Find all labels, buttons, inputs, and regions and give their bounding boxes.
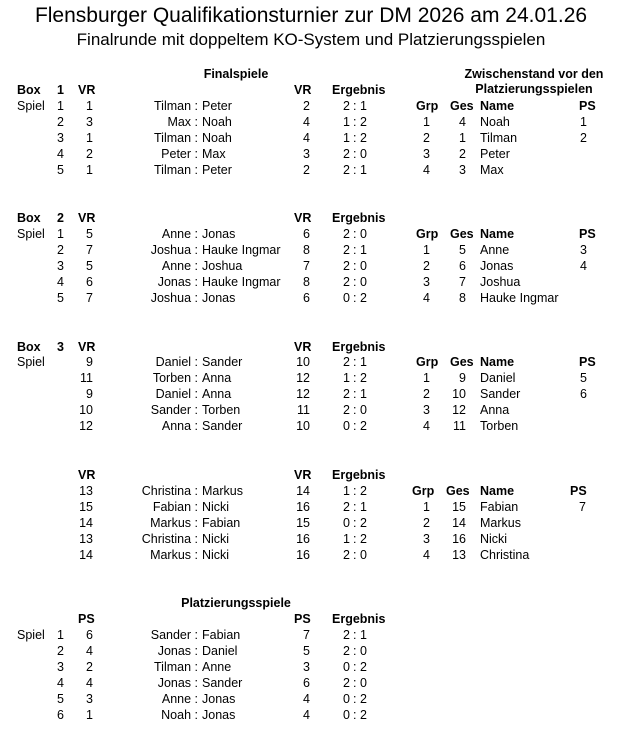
match-player-1: Sander : (150, 403, 198, 417)
match-player-2: Jonas (202, 291, 236, 305)
match-score-1: 2 (343, 644, 350, 658)
vr-header-right: VR (294, 211, 312, 225)
match-score-2: : 0 (353, 227, 367, 241)
standing-name: Tilman (480, 131, 518, 145)
match-score-1: 2 (343, 355, 350, 369)
match-player-2: Torben (202, 403, 241, 417)
match-player-2: Anna (202, 387, 232, 401)
match-player-1: Jonas : (157, 644, 198, 658)
ergebnis-header: Ergebnis (332, 468, 386, 482)
standing-ges: 3 (459, 163, 466, 177)
standing-ges: 7 (459, 275, 466, 289)
match-player-2: Jonas (202, 227, 236, 241)
match-vr-right: 3 (303, 147, 310, 161)
match-vr-left: 9 (86, 355, 93, 369)
standings-header-grp: Grp (412, 484, 435, 498)
match-player-2: Peter (202, 163, 232, 177)
match-player-1: Tilman : (154, 163, 198, 177)
standing-ges: 16 (452, 532, 466, 546)
match-vr-right: 8 (303, 243, 310, 257)
match-player-2: Joshua (202, 259, 243, 273)
standing-grp: 1 (423, 243, 430, 257)
match-player-2: Markus (202, 484, 243, 498)
match-vr-left: 10 (79, 403, 93, 417)
match-vr-left: 2 (86, 147, 93, 161)
match-player-2: Hauke Ingmar (202, 243, 281, 257)
match-vr-left: 4 (86, 644, 93, 658)
match-player-1: Joshua : (150, 291, 198, 305)
match-number: 1 (57, 628, 64, 642)
match-score-1: 2 (343, 628, 350, 642)
match-score-2: : 0 (353, 275, 367, 289)
vr-header: PS (78, 612, 95, 626)
vr-header: VR (78, 211, 96, 225)
page-subtitle: Finalrunde mit doppeltem KO-System und Platzierungsspielen (76, 30, 546, 49)
ergebnis-header: Ergebnis (332, 612, 386, 626)
standing-ps: 7 (579, 500, 586, 514)
standing-ps: 5 (580, 371, 587, 385)
match-score-1: 1 (343, 532, 350, 546)
match-vr-right: 6 (303, 676, 310, 690)
match-player-2: Max (202, 147, 226, 161)
match-score-1: 1 (343, 115, 350, 129)
match-score-1: 2 (343, 99, 350, 113)
standing-ps: 6 (580, 387, 587, 401)
match-score-2: : 2 (353, 419, 367, 433)
match-score-2: : 0 (353, 548, 367, 562)
match-score-2: : 1 (353, 628, 367, 642)
match-score-1: 0 (343, 660, 350, 674)
standing-ges: 14 (452, 516, 466, 530)
match-score-2: : 2 (353, 532, 367, 546)
match-vr-left: 4 (86, 676, 93, 690)
standing-grp: 2 (423, 516, 430, 530)
standing-ps: 3 (580, 243, 587, 257)
match-number: 5 (57, 163, 64, 177)
match-player-1: Anne : (161, 259, 198, 273)
match-score-2: : 2 (353, 516, 367, 530)
box-number: 1 (57, 83, 64, 97)
vr-header: VR (78, 468, 96, 482)
match-vr-left: 1 (86, 708, 93, 722)
standing-grp: 4 (423, 291, 430, 305)
standing-ges: 15 (452, 500, 466, 514)
match-number: 1 (57, 99, 64, 113)
match-score-2: : 0 (353, 259, 367, 273)
match-vr-right: 10 (296, 355, 310, 369)
match-score-2: : 2 (353, 115, 367, 129)
match-player-1: Christina : (141, 532, 198, 546)
match-vr-right: 3 (303, 660, 310, 674)
standings-header-name: Name (480, 355, 515, 369)
match-player-1: Christina : (141, 484, 198, 498)
standing-name: Sander (480, 387, 521, 401)
page-title: Flensburger Qualifikationsturnier zur DM 2026 am 24.01.26 (34, 4, 588, 27)
match-score-1: 0 (343, 291, 350, 305)
match-score-1: 0 (343, 516, 350, 530)
vr-header-right: PS (294, 612, 311, 626)
match-player-1: Tilman : (154, 131, 198, 145)
match-player-2: Nicki (202, 500, 230, 514)
match-player-1: Jonas : (157, 676, 198, 690)
standing-name: Hauke Ingmar (480, 291, 559, 305)
standings-header-ps: PS (579, 355, 596, 369)
match-vr-left: 14 (79, 516, 93, 530)
box-number: 2 (57, 211, 64, 225)
standing-name: Torben (480, 419, 519, 433)
match-score-2: : 2 (353, 131, 367, 145)
spiel-label: Spiel (17, 355, 45, 369)
spiel-label: Spiel (17, 227, 45, 241)
standing-name: Jonas (480, 259, 514, 273)
standing-name: Daniel (480, 371, 516, 385)
match-score-2: : 0 (353, 403, 367, 417)
match-score-1: 0 (343, 692, 350, 706)
match-vr-right: 4 (303, 131, 310, 145)
standing-grp: 4 (423, 419, 430, 433)
standing-name: Max (480, 163, 504, 177)
standings-header-grp: Grp (416, 227, 439, 241)
section-label: Finalspiele (203, 67, 269, 81)
match-score-2: : 0 (353, 147, 367, 161)
match-vr-left: 15 (79, 500, 93, 514)
match-vr-left: 7 (86, 291, 93, 305)
match-vr-left: 1 (86, 131, 93, 145)
standings-header-ps: PS (579, 99, 596, 113)
ergebnis-header: Ergebnis (332, 83, 386, 97)
match-player-1: Jonas : (157, 275, 198, 289)
match-score-1: 2 (343, 500, 350, 514)
match-player-2: Sander (202, 355, 243, 369)
match-vr-right: 2 (303, 163, 310, 177)
standing-ps: 4 (580, 259, 587, 273)
match-vr-left: 11 (80, 371, 93, 385)
match-score-2: : 1 (353, 387, 367, 401)
match-vr-left: 13 (79, 532, 93, 546)
match-score-1: 2 (343, 259, 350, 273)
match-score-1: 2 (343, 676, 350, 690)
vr-header-right: VR (294, 468, 312, 482)
match-player-2: Peter (202, 99, 232, 113)
standings-title-2: Platzierungsspielen (475, 82, 593, 96)
match-score-1: 1 (343, 131, 350, 145)
section-label: Platzierungsspiele (181, 596, 291, 610)
match-score-1: 0 (343, 419, 350, 433)
standings-header-name: Name (480, 484, 515, 498)
standing-grp: 2 (423, 387, 430, 401)
match-vr-right: 16 (296, 500, 310, 514)
match-vr-left: 5 (86, 259, 93, 273)
match-score-2: : 0 (353, 644, 367, 658)
match-vr-left: 14 (79, 548, 93, 562)
match-vr-left: 13 (79, 484, 93, 498)
standing-grp: 1 (423, 115, 430, 129)
match-player-2: Nicki (202, 548, 230, 562)
standings-header-name: Name (480, 99, 515, 113)
match-score-1: 2 (343, 387, 350, 401)
match-score-2: : 1 (353, 500, 367, 514)
match-player-1: Peter : (161, 147, 198, 161)
standings-header-ges: Ges (450, 227, 474, 241)
standing-ges: 4 (459, 115, 466, 129)
standing-ps: 1 (580, 115, 587, 129)
match-player-1: Anne : (161, 692, 198, 706)
box-label: Box (17, 340, 41, 354)
standing-grp: 2 (423, 131, 430, 145)
match-vr-left: 3 (86, 692, 93, 706)
standings-header-ges: Ges (446, 484, 470, 498)
standing-grp: 3 (423, 275, 430, 289)
match-player-1: Anne : (161, 227, 198, 241)
standings-header-grp: Grp (416, 355, 439, 369)
match-score-1: 2 (343, 548, 350, 562)
match-vr-right: 16 (296, 532, 310, 546)
match-score-1: 1 (343, 484, 350, 498)
standing-grp: 1 (423, 500, 430, 514)
vr-header: VR (78, 340, 96, 354)
standing-ges: 12 (452, 403, 466, 417)
match-number: 2 (57, 644, 64, 658)
match-player-1: Anna : (161, 419, 198, 433)
standing-grp: 1 (423, 371, 430, 385)
standings-header-grp: Grp (416, 99, 439, 113)
match-score-2: : 1 (353, 163, 367, 177)
match-player-2: Noah (202, 115, 232, 129)
match-player-2: Daniel (202, 644, 238, 658)
match-player-1: Tilman : (154, 660, 198, 674)
vr-header: VR (78, 83, 96, 97)
standing-grp: 4 (423, 163, 430, 177)
match-score-2: : 1 (353, 243, 367, 257)
match-number: 6 (57, 708, 64, 722)
match-vr-right: 6 (303, 227, 310, 241)
standing-name: Anne (480, 243, 510, 257)
match-number: 1 (57, 227, 64, 241)
match-player-2: Jonas (202, 692, 236, 706)
match-number: 2 (57, 243, 64, 257)
match-player-2: Fabian (202, 628, 241, 642)
spiel-label: Spiel (17, 628, 45, 642)
standing-ges: 8 (459, 291, 466, 305)
match-player-1: Noah : (161, 708, 198, 722)
standing-grp: 3 (423, 532, 430, 546)
match-vr-right: 2 (303, 99, 310, 113)
match-score-1: 1 (343, 371, 350, 385)
match-player-2: Hauke Ingmar (202, 275, 281, 289)
match-player-1: Sander : (150, 628, 198, 642)
match-vr-right: 8 (303, 275, 310, 289)
match-score-2: : 2 (353, 371, 367, 385)
box-label: Box (17, 211, 41, 225)
match-player-2: Fabian (202, 516, 241, 530)
match-vr-right: 7 (303, 628, 310, 642)
standing-grp: 4 (423, 548, 430, 562)
ergebnis-header: Ergebnis (332, 340, 386, 354)
standing-ges: 6 (459, 259, 466, 273)
match-number: 3 (57, 660, 64, 674)
match-number: 4 (57, 147, 64, 161)
match-score-2: : 2 (353, 660, 367, 674)
match-score-1: 2 (343, 147, 350, 161)
match-player-2: Anne (202, 660, 232, 674)
ergebnis-header: Ergebnis (332, 211, 386, 225)
match-number: 4 (57, 275, 64, 289)
vr-header-right: VR (294, 340, 312, 354)
match-vr-right: 12 (296, 387, 310, 401)
match-player-2: Noah (202, 131, 232, 145)
match-player-1: Torben : (152, 371, 198, 385)
standings-title: Zwischenstand vor den (464, 67, 604, 81)
match-player-2: Sander (202, 419, 243, 433)
match-score-2: : 0 (353, 676, 367, 690)
standing-grp: 3 (423, 403, 430, 417)
match-number: 3 (57, 131, 64, 145)
match-player-1: Daniel : (155, 387, 198, 401)
standing-grp: 2 (423, 259, 430, 273)
match-score-2: : 2 (353, 692, 367, 706)
box-number: 3 (57, 340, 64, 354)
standing-name: Peter (480, 147, 510, 161)
match-player-2: Sander (202, 676, 243, 690)
standing-name: Christina (480, 548, 530, 562)
match-vr-right: 10 (296, 419, 310, 433)
match-player-2: Jonas (202, 708, 236, 722)
match-vr-left: 6 (86, 275, 93, 289)
match-player-2: Anna (202, 371, 232, 385)
match-vr-left: 1 (86, 99, 93, 113)
match-player-1: Joshua : (150, 243, 198, 257)
match-score-1: 2 (343, 403, 350, 417)
standing-name: Nicki (480, 532, 508, 546)
match-player-2: Nicki (202, 532, 230, 546)
standing-name: Noah (480, 115, 510, 129)
match-vr-right: 4 (303, 692, 310, 706)
match-score-2: : 1 (353, 355, 367, 369)
spiel-label: Spiel (17, 99, 45, 113)
match-number: 3 (57, 259, 64, 273)
match-vr-right: 6 (303, 291, 310, 305)
match-vr-left: 2 (86, 660, 93, 674)
match-vr-left: 1 (86, 163, 93, 177)
box-label: Box (17, 83, 41, 97)
match-score-1: 0 (343, 708, 350, 722)
match-number: 5 (57, 692, 64, 706)
match-score-2: : 2 (353, 291, 367, 305)
match-player-1: Max : (167, 115, 198, 129)
match-number: 5 (57, 291, 64, 305)
standings-header-ps: PS (579, 227, 596, 241)
vr-header-right: VR (294, 83, 312, 97)
standing-grp: 3 (423, 147, 430, 161)
match-vr-right: 4 (303, 708, 310, 722)
standing-ges: 13 (452, 548, 466, 562)
match-player-1: Daniel : (155, 355, 198, 369)
match-player-1: Fabian : (152, 500, 198, 514)
standing-ges: 11 (453, 419, 466, 433)
match-player-1: Markus : (150, 516, 198, 530)
match-vr-right: 15 (296, 516, 310, 530)
match-score-2: : 1 (353, 99, 367, 113)
match-player-1: Markus : (150, 548, 198, 562)
match-number: 4 (57, 676, 64, 690)
standing-name: Markus (480, 516, 521, 530)
match-number: 2 (57, 115, 64, 129)
standing-name: Anna (480, 403, 510, 417)
standing-ges: 1 (459, 131, 466, 145)
match-score-2: : 2 (353, 484, 367, 498)
standing-ps: 2 (580, 131, 587, 145)
match-vr-left: 9 (86, 387, 93, 401)
match-score-1: 2 (343, 275, 350, 289)
match-vr-left: 7 (86, 243, 93, 257)
match-vr-right: 7 (303, 259, 310, 273)
match-vr-right: 4 (303, 115, 310, 129)
standings-header-ges: Ges (450, 99, 474, 113)
match-vr-right: 5 (303, 644, 310, 658)
standing-ges: 2 (459, 147, 466, 161)
match-vr-left: 3 (86, 115, 93, 129)
match-vr-right: 11 (297, 403, 310, 417)
standings-header-ges: Ges (450, 355, 474, 369)
standing-ges: 9 (459, 371, 466, 385)
standing-ges: 5 (459, 243, 466, 257)
match-score-2: : 2 (353, 708, 367, 722)
match-vr-left: 6 (86, 628, 93, 642)
match-vr-left: 12 (79, 419, 93, 433)
standings-header-name: Name (480, 227, 515, 241)
match-score-1: 2 (343, 227, 350, 241)
match-vr-left: 5 (86, 227, 93, 241)
standings-header-ps: PS (570, 484, 587, 498)
match-vr-right: 14 (296, 484, 310, 498)
standing-name: Joshua (480, 275, 521, 289)
match-score-1: 2 (343, 163, 350, 177)
match-score-1: 2 (343, 243, 350, 257)
match-player-1: Tilman : (154, 99, 198, 113)
match-vr-right: 12 (296, 371, 310, 385)
standing-ges: 10 (452, 387, 466, 401)
match-vr-right: 16 (296, 548, 310, 562)
standing-name: Fabian (480, 500, 519, 514)
